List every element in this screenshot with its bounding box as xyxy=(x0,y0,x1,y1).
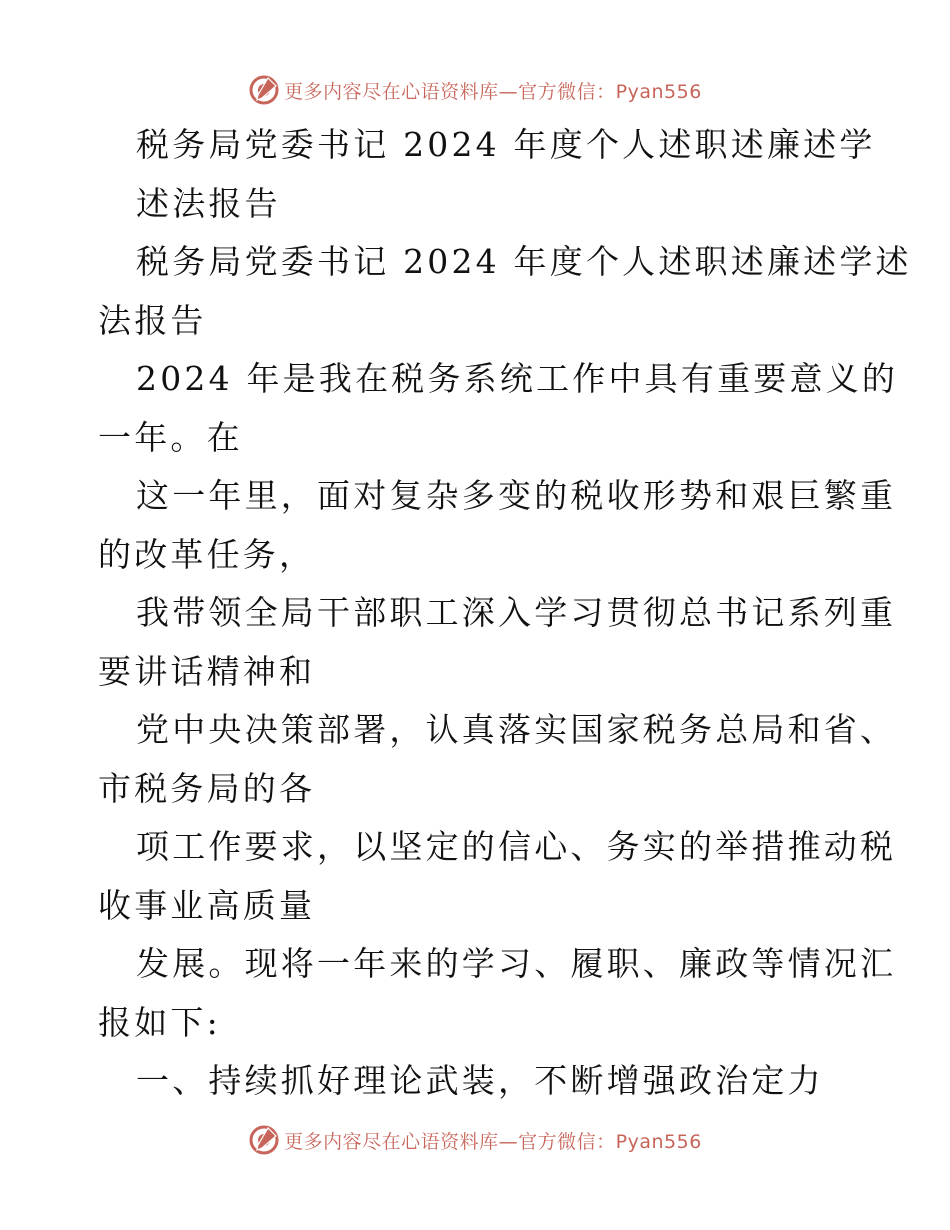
watermark-text: 更多内容尽在心语资料库—官方微信：Pyan556 xyxy=(284,80,702,103)
text-line: 报如下: xyxy=(98,1002,221,1042)
text-line: 述法报告 xyxy=(136,183,281,223)
text-line: 税务局党委书记 2024 年度个人述职述廉述学述 xyxy=(136,242,912,281)
text-line: 我带领全局干部职工深入学习贯彻总书记系列重 xyxy=(136,593,897,632)
text-line: 税务局党委书记 2024 年度个人述职述廉述学 xyxy=(136,125,876,164)
watermark-footer xyxy=(0,1120,950,1160)
text-line: 市税务局的各 xyxy=(98,768,316,808)
document-body xyxy=(98,116,912,1111)
text-line: 项工作要求，以坚定的信心、务实的举措推动税 xyxy=(136,827,897,866)
text-line: 2024 年是我在税务系统工作中具有重要意义的 xyxy=(136,359,899,398)
watermark-logo-icon xyxy=(248,1124,280,1156)
text-line: 要讲话精神和 xyxy=(98,651,316,691)
text-line: 法报告 xyxy=(98,300,207,340)
text-line: 的改革任务， xyxy=(98,534,316,574)
watermark-logo-icon xyxy=(248,74,280,106)
watermark-text: 更多内容尽在心语资料库—官方微信：Pyan556 xyxy=(284,1130,702,1153)
text-line: 一、持续抓好理论武装，不断增强政治定力 xyxy=(136,1061,824,1100)
text-line: 收事业高质量 xyxy=(98,885,316,925)
text-line: 一年。在 xyxy=(98,417,243,457)
text-line: 这一年里，面对复杂多变的税收形势和艰巨繁重 xyxy=(136,476,897,515)
text-line: 党中央决策部署，认真落实国家税务总局和省、 xyxy=(136,710,897,749)
watermark-header xyxy=(0,70,950,110)
text-line: 发展。现将一年来的学习、履职、廉政等情况汇 xyxy=(136,944,897,983)
